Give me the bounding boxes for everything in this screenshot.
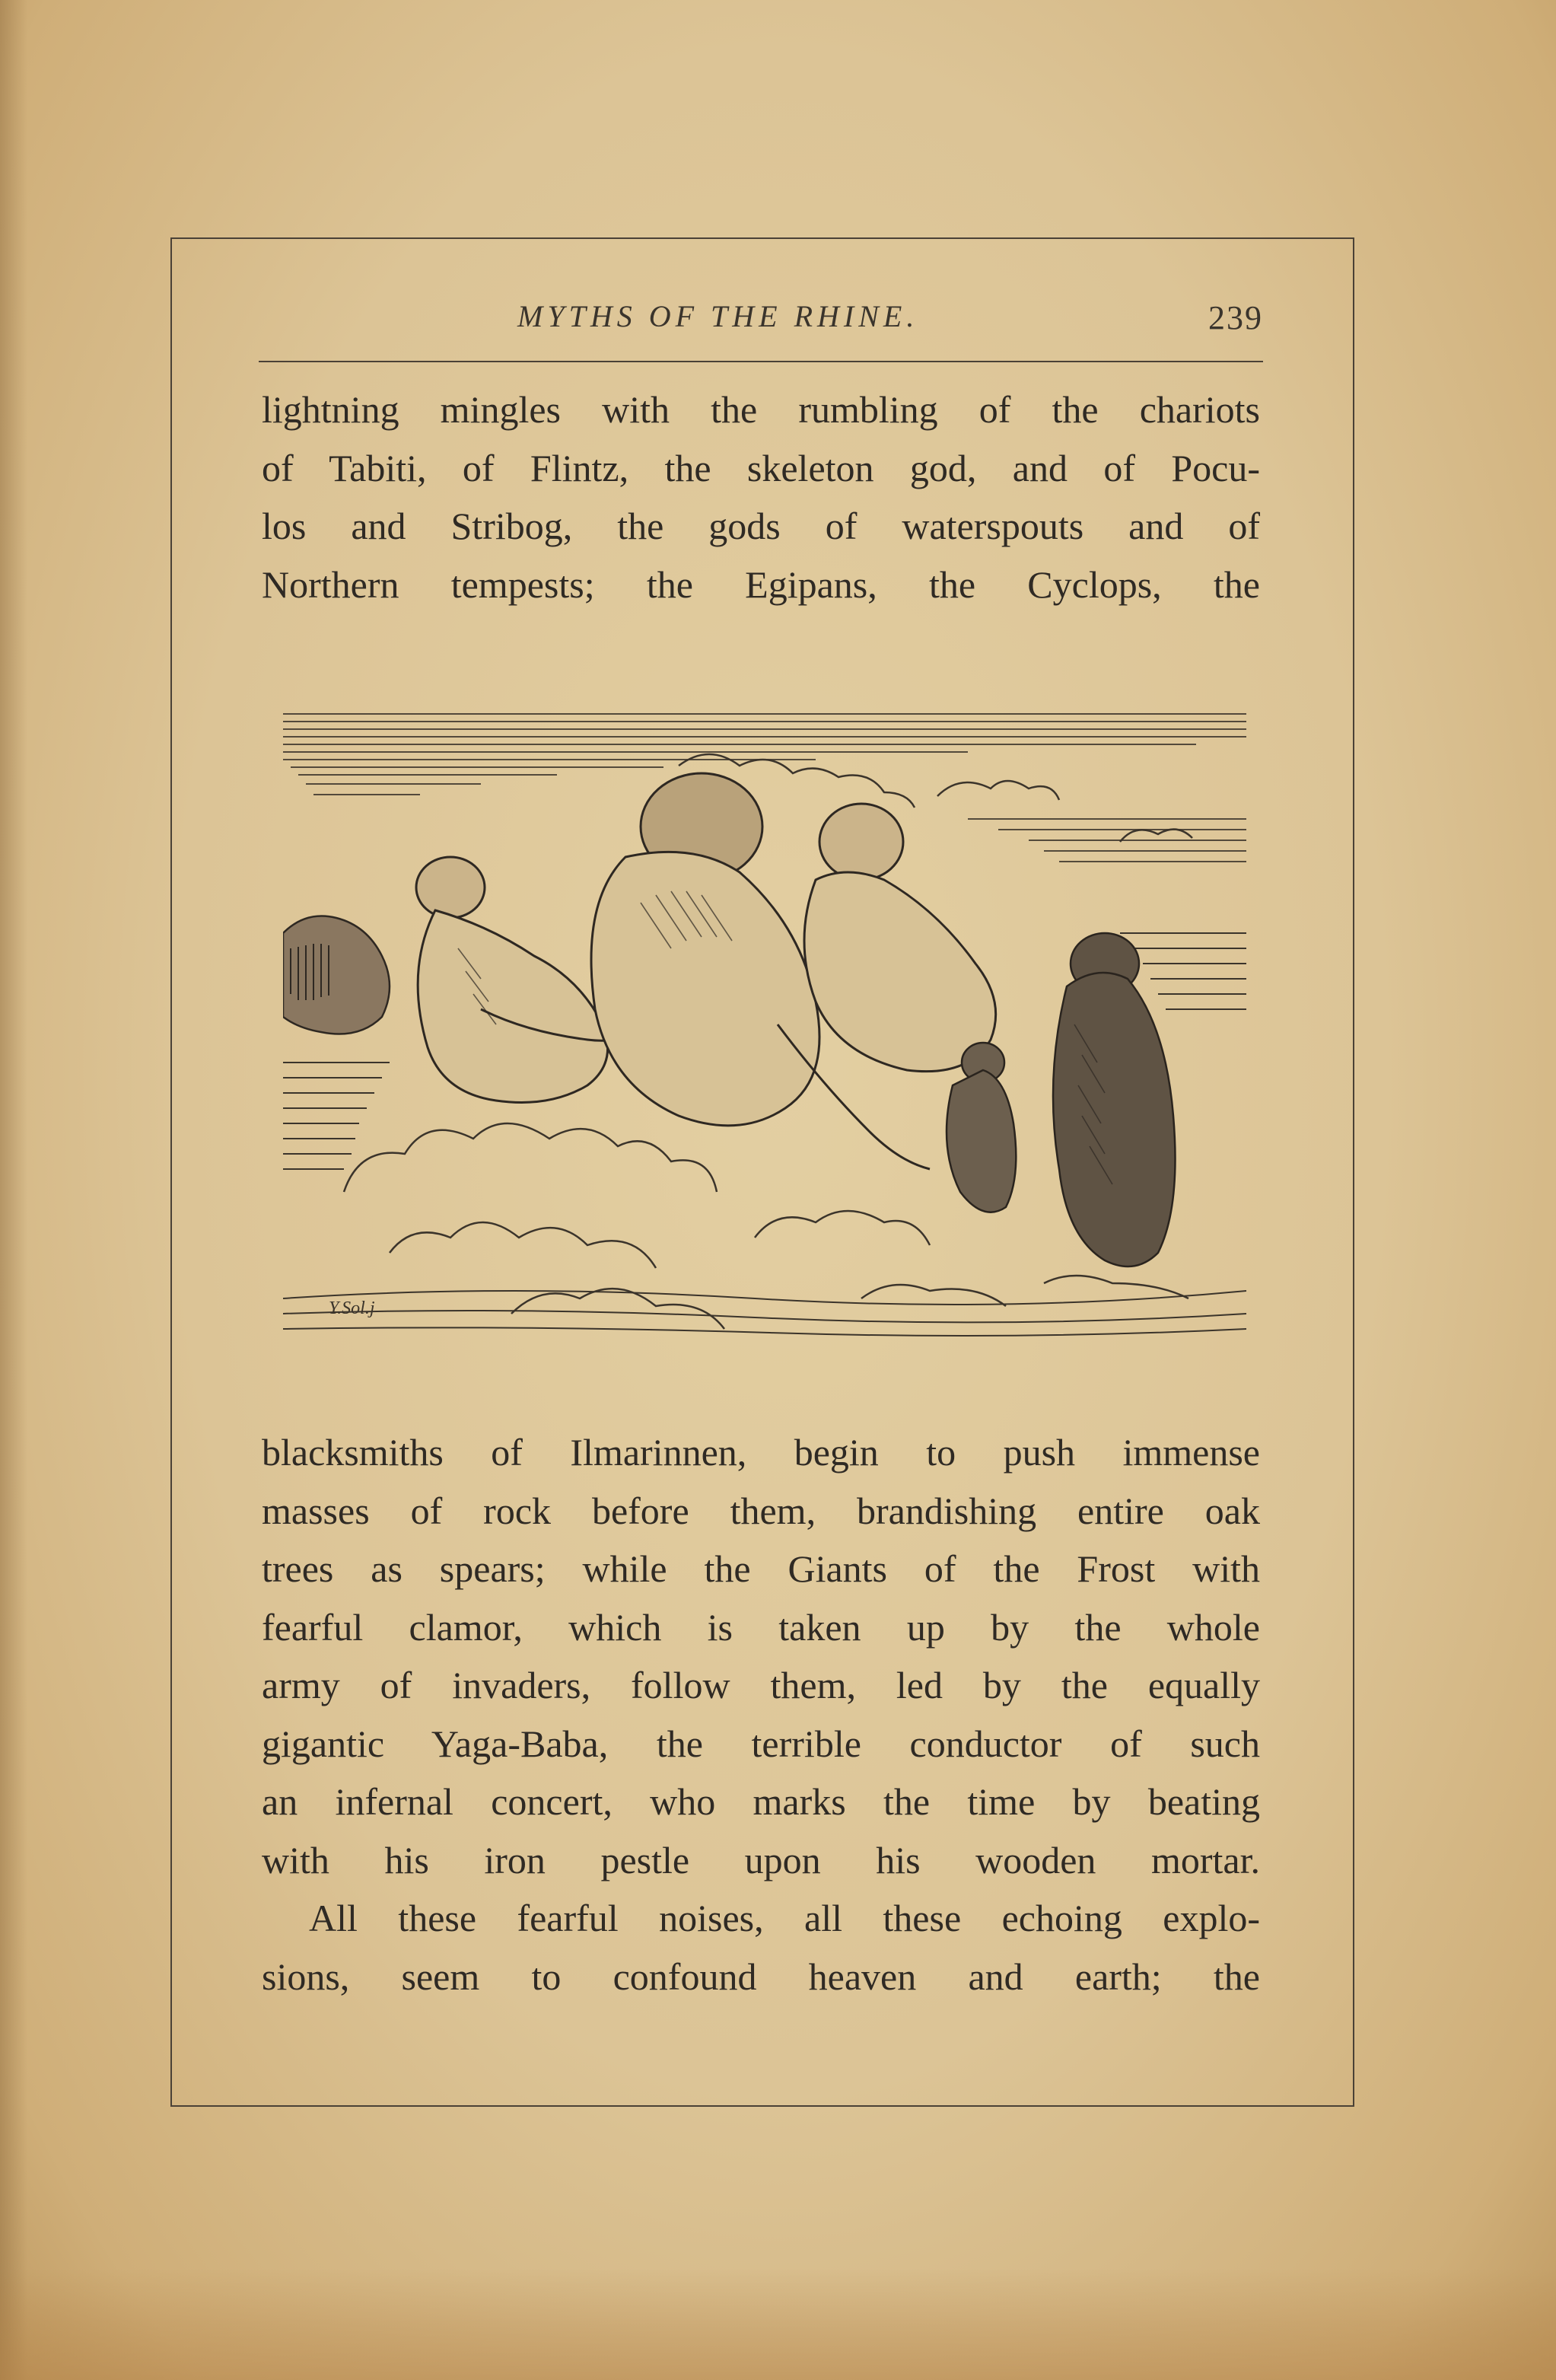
text-line: with his iron pestle upon his wooden mortar. xyxy=(262,1838,1260,1881)
running-title: MYTHS OF THE RHINE. xyxy=(517,299,919,333)
scan-shadow-bottom xyxy=(0,2268,1556,2380)
header-rule xyxy=(259,361,1263,362)
artist-signature: Y.Sol.j xyxy=(329,1298,375,1318)
text-line: masses of rock before them, brandishing entire oak xyxy=(262,1489,1260,1532)
sky-hatching xyxy=(283,714,1246,862)
text-line: an infernal concert, who marks the time by beating xyxy=(262,1780,1260,1823)
text-line: los and Stribog, the gods of waterspouts and of xyxy=(262,505,1260,547)
text-line: Northern tempests; the Egipans, the Cyclops, the xyxy=(262,562,1260,606)
text-line: fearful clamor, which is taken up by the whole xyxy=(262,1605,1260,1649)
page-number: 239 xyxy=(1208,299,1263,336)
running-head xyxy=(259,298,1263,344)
text-line: of Tabiti, of Flintz, the skeleton god, and of Pocu- xyxy=(262,446,1260,489)
ground-hatching xyxy=(283,1291,1246,1336)
text-block-top xyxy=(262,381,1260,613)
text-line: lightning mingles with the rumbling of the chariots xyxy=(262,388,1260,431)
giant-figures xyxy=(416,773,996,1169)
text-line: blacksmiths of Ilmarinnen, begin to push immense xyxy=(262,1431,1260,1474)
text-line: army of invaders, follow them, led by the equally xyxy=(262,1664,1260,1706)
engraving-illustration xyxy=(283,705,1246,1338)
text-line: All these fearful noises, all these echoing explo- xyxy=(309,1897,1260,1939)
text-line: gigantic Yaga-Baba, the terrible conductor of such xyxy=(262,1722,1260,1765)
text-line: trees as spears; while the Giants of the Frost with xyxy=(262,1547,1260,1590)
scan-shadow-left xyxy=(0,0,27,2380)
text-block-bottom xyxy=(262,1423,1260,2006)
text-line: sions, seem to confound heaven and earth; the xyxy=(262,1955,1260,1998)
left-rock xyxy=(283,916,390,1034)
